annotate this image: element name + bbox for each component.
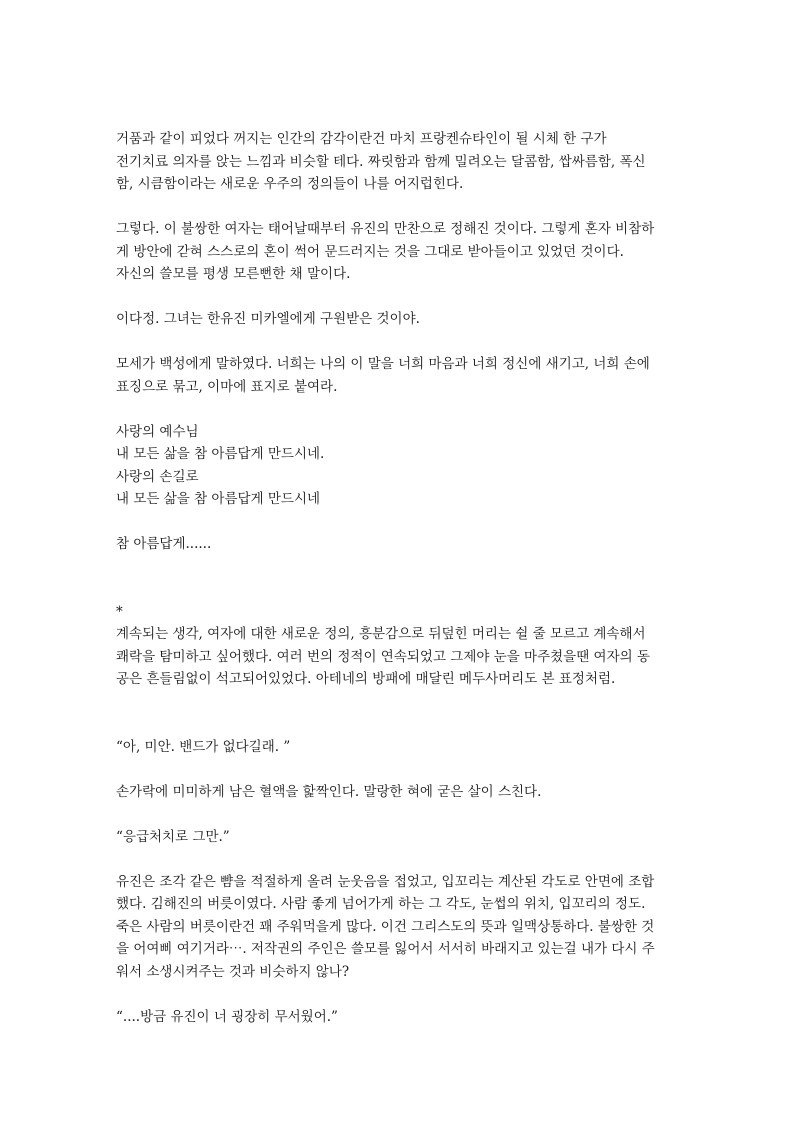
text-line: 거품과 같이 피었다 꺼지는 인간의 감각이란건 마치 프랑켄슈타인이 될 시체 한 구가 bbox=[116, 131, 607, 147]
text-line: 자신의 쓸모를 평생 모른뻔한 채 말이다. bbox=[116, 266, 351, 282]
paragraph-6 bbox=[116, 533, 692, 556]
document-body bbox=[116, 128, 692, 1051]
text-line: 을 어여삐 여기거라⋯. 저작권의 주인은 쓸모를 잃어서 서서히 바래지고 있는걸 내가 다시 주 bbox=[116, 941, 655, 957]
text-line: 내 모든 삶을 참 아름답게 만드시네 bbox=[116, 491, 321, 507]
paragraph-8 bbox=[116, 781, 692, 804]
section-separator: * bbox=[116, 603, 123, 620]
text-line: 워서 소생시켜주는 것과 비슷하지 않나? bbox=[116, 963, 350, 980]
paragraph-3 bbox=[116, 308, 692, 331]
paragraph-1 bbox=[116, 128, 692, 196]
paragraph-2 bbox=[116, 218, 692, 286]
paragraph-9 bbox=[116, 871, 692, 984]
paragraph-4 bbox=[116, 353, 692, 398]
text-line: 유진은 조각 같은 뺨을 적절하게 올려 눈웃음을 접었고, 입꼬리는 계산된 각도로 안면에 조합 bbox=[116, 873, 655, 890]
text-line: 손가락에 미미하게 남은 혈액을 핥짝인다. 말랑한 혀에 굳은 살이 스친다. bbox=[116, 783, 542, 800]
dialogue-3 bbox=[116, 1006, 692, 1029]
text-line: 함, 시큼함이라는 새로운 우주의 정의들이 나를 어지럽힌다. bbox=[116, 176, 464, 192]
text-line: “아, 미안. 밴드가 없다길래. ” bbox=[116, 738, 291, 755]
dialogue-2 bbox=[116, 826, 692, 849]
text-line: 공은 흔들림없이 석고되어있었다. 아테네의 방패에 매달린 메두사머리도 본 표정처럼. bbox=[116, 671, 616, 687]
text-line: 이다정. 그녀는 한유진 미카엘에게 구원받은 것이야. bbox=[116, 311, 420, 327]
text-line: 게 방안에 갇혀 스스로의 혼이 썩어 문드러지는 것을 그대로 받아들이고 있었던 것이다. bbox=[116, 243, 624, 260]
text-line: 전기치료 의자를 앉는 느낌과 비슷할 테다. 짜릿함과 함께 밀려오는 달콤함, 쌉싸름함, 폭신 bbox=[116, 153, 646, 170]
hymn-lyrics bbox=[116, 421, 692, 511]
text-line: 죽은 사람의 버릇이란건 꽤 주워먹을게 많다. 이건 그리스도의 뜻과 일맥상통하다. 불쌍한 것 bbox=[116, 918, 655, 935]
text-line: 표징으로 묶고, 이마에 표지로 붙여라. bbox=[116, 378, 338, 395]
text-line: 계속되는 생각, 여자에 대한 새로운 정의, 흥분감으로 뒤덮힌 머리는 쉴 줄 모르고 계속해서 bbox=[116, 626, 646, 642]
blank-line bbox=[116, 578, 692, 601]
text-line: 사랑의 예수님 bbox=[116, 423, 199, 440]
text-line: 내 모든 삶을 참 아름답게 만드시네. bbox=[116, 446, 325, 462]
text-line: 참 아름답게...... bbox=[116, 536, 212, 552]
text-line: “....방금 유진이 너 굉장히 무서웠어.” bbox=[116, 1008, 338, 1025]
text-line: “응급처치로 그만.” bbox=[116, 828, 230, 845]
text-line: 했다. 김해진의 버릇이였다. 사람 좋게 넘어가게 하는 그 각도, 눈썹의 위치, 입꼬리의 정도. bbox=[116, 896, 646, 912]
dialogue-1 bbox=[116, 736, 692, 759]
paragraph-7 bbox=[116, 623, 692, 691]
blank-line bbox=[116, 713, 692, 736]
text-line: 사랑의 손길로 bbox=[116, 468, 199, 485]
text-line: 모세가 백성에게 말하였다. 너희는 나의 이 말을 너희 마음과 너희 정신에 새기고, 너희 손에 bbox=[116, 356, 650, 372]
text-line: 쾌락을 탐미하고 싶어했다. 여러 번의 정적이 연속되었고 그제야 눈을 마주쳤을땐 여자의 동 bbox=[116, 648, 651, 665]
text-line: 그렇다. 이 불쌍한 여자는 태어날때부터 유진의 만찬으로 정해진 것이다. 그렇게 혼자 비참하 bbox=[116, 221, 655, 237]
